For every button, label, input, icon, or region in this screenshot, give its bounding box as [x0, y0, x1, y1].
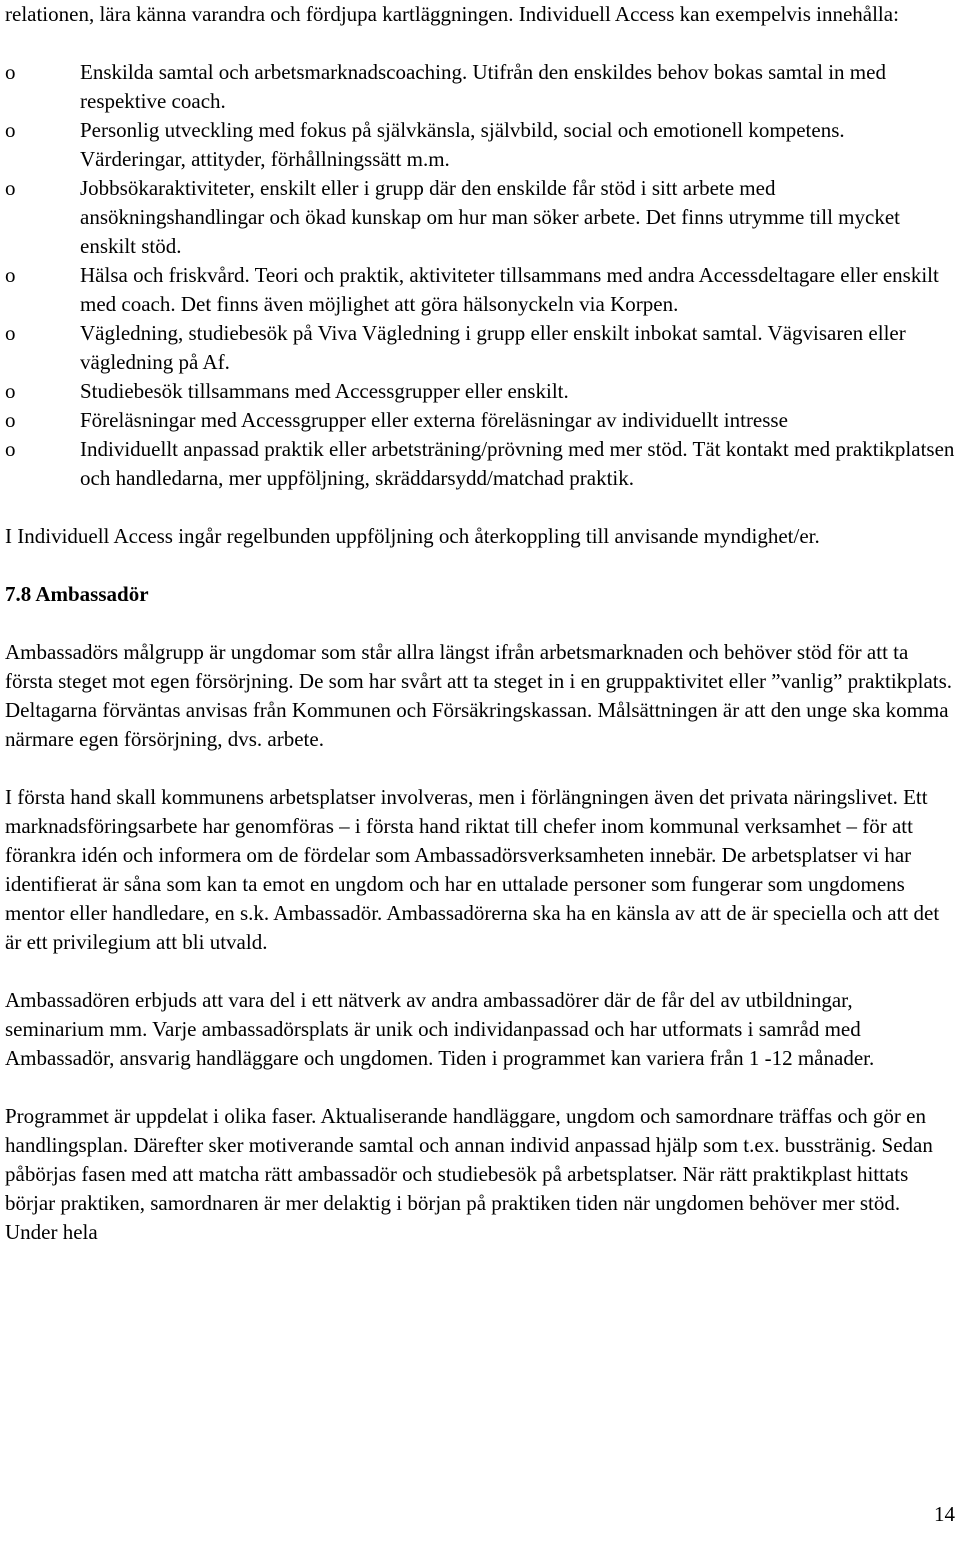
body-paragraph: Ambassadören erbjuds att vara del i ett nätverk av andra ambassadörer där de får del av utbildningar, seminarium mm. Varje ambassadörsplats är unik och individanpassad och har utformats i samråd med Ambassadör, ansvarig handläggare och ungdomen. Tiden i programmet kan variera från 1 -12 månader.	[5, 988, 875, 1070]
bullet-marker: o	[5, 379, 16, 403]
follow-up-paragraph: I Individuell Access ingår regelbunden uppföljning och återkoppling till anvisande myndighet/er.	[5, 524, 820, 548]
section-heading: 7.8 Ambassadör	[5, 582, 149, 606]
list-item	[5, 319, 955, 377]
intro-paragraph: relationen, lära känna varandra och fördjupa kartläggningen. Individuell Access kan exempelvis innehålla:	[5, 2, 899, 26]
list-item-text: Personlig utveckling med fokus på självkänsla, självbild, social och emotionell kompetens. Värderingar, attityder, förhållningssätt m.m.	[80, 118, 845, 171]
list-item	[5, 406, 955, 435]
list-item	[5, 261, 955, 319]
list-item-text: Individuellt anpassad praktik eller arbetsträning/prövning med mer stöd. Tät kontakt med praktikplatsen och handledarna, mer uppföljning, skräddarsydd/matchad praktik.	[80, 437, 955, 490]
list-item	[5, 116, 955, 174]
list-item	[5, 174, 955, 261]
bullet-marker: o	[5, 408, 16, 432]
activity-list	[5, 58, 955, 493]
list-item-text: Studiebesök tillsammans med Accessgrupper eller enskilt.	[80, 379, 569, 403]
list-item-text: Hälsa och friskvård. Teori och praktik, aktiviteter tillsammans med andra Accessdeltagare eller enskilt med coach. Det finns även möjlighet att göra hälsonyckeln via Korpen.	[80, 263, 939, 316]
bullet-marker: o	[5, 176, 16, 200]
document-page	[5, 0, 955, 1247]
list-item-text: Jobbsökaraktiviteter, enskilt eller i grupp där den enskilde får stöd i sitt arbete med ansökningshandlingar och ökad kunskap om hur man söker arbete. Det finns utrymme till mycket enskilt stöd.	[80, 176, 900, 258]
bullet-marker: o	[5, 437, 16, 461]
body-paragraph: Ambassadörs målgrupp är ungdomar som står allra längst ifrån arbetsmarknaden och behöver stöd för att ta första steget mot egen försörjning. De som har svårt att ta steget in i en gruppaktivitet eller ”vanlig” praktikplats. Deltagarna förväntas anvisas från Kommunen och Försäkringskassan. Målsättningen är att den unge ska komma närmare egen försörjning, dvs. arbete.	[5, 640, 953, 751]
list-item-text: Enskilda samtal och arbetsmarknadscoaching. Utifrån den enskildes behov bokas samtal in med respektive coach.	[80, 60, 886, 113]
list-item-text: Föreläsningar med Accessgrupper eller externa föreläsningar av individuellt intresse	[80, 408, 788, 432]
body-paragraph: Programmet är uppdelat i olika faser. Aktualiserande handläggare, ungdom och samordnare träffas och gör en handlingsplan. Därefter sker motiverande samtal och annan individ anpassad hjälp som t.ex. busstränig. Sedan påbörjas fasen med att matcha rätt ambassadör och studiebesök på arbetsplatser. När rätt praktikplast hittats börjar praktiken, samordnaren är mer delaktig i början på praktiken tiden när ungdomen behöver mer stöd. Under hela	[5, 1104, 933, 1244]
list-item-text: Vägledning, studiebesök på Viva Vägledning i grupp eller enskilt inbokat samtal. Vägvisaren eller vägledning på Af.	[80, 321, 906, 374]
bullet-marker: o	[5, 321, 16, 345]
bullet-marker: o	[5, 263, 16, 287]
body-paragraph: I första hand skall kommunens arbetsplatser involveras, men i förlängningen även det privata näringslivet. Ett marknadsföringsarbete har genomföras – i första hand riktat till chefer inom kommunal verksamhet – för att förankra idén och informera om de fördelar som Ambassadörsverksamheten innebär. De arbetsplatser vi har identifierat är såna som kan ta emot en ungdom och har en uttalade personer som fungerar som ungdomens mentor eller handledare, en s.k. Ambassadör. Ambassadörerna ska ha en känsla av att de är speciella och att det är ett privilegium att bli utvald.	[5, 785, 940, 954]
list-item	[5, 435, 955, 493]
page-number: 14	[934, 1502, 955, 1526]
bullet-marker: o	[5, 118, 16, 142]
bullet-marker: o	[5, 60, 16, 84]
list-item	[5, 377, 955, 406]
list-item	[5, 58, 955, 116]
